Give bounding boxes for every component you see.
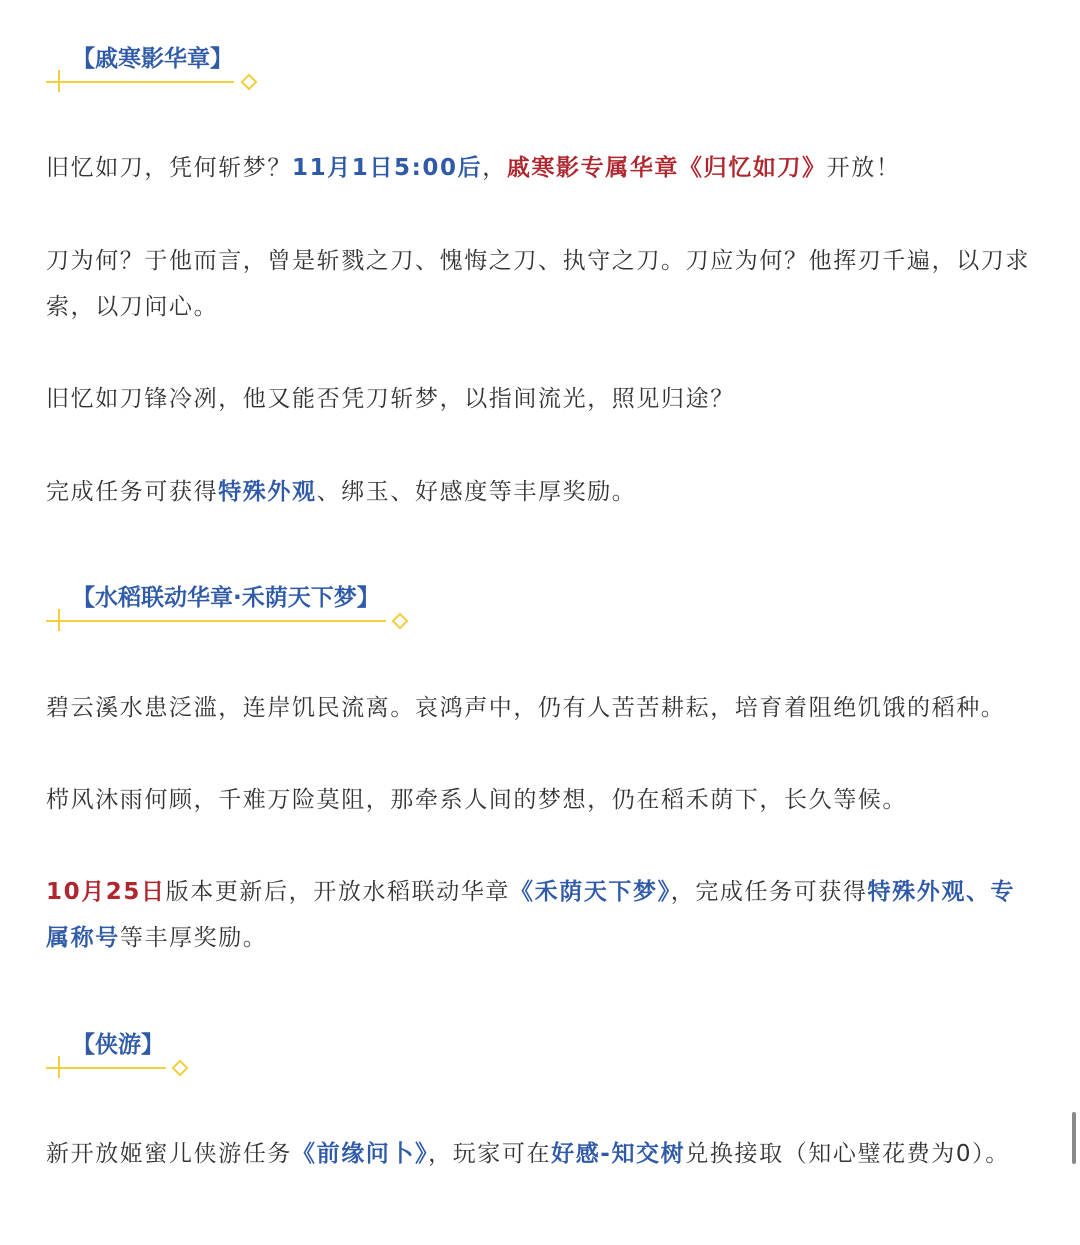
text-run: ，完成任务可获得 xyxy=(670,879,868,905)
date-highlight: 10月25日 xyxy=(46,879,166,905)
section-header-xiayou xyxy=(46,1030,196,1090)
paragraph-rice-reward xyxy=(46,869,1038,961)
reward-highlight: 特殊外观、专属称号 xyxy=(46,879,1016,951)
title-underline xyxy=(46,81,234,83)
diamond-ornament-icon xyxy=(172,1060,189,1077)
section-title: 【侠游】 xyxy=(72,1032,164,1058)
section-title: 【戚寒影华章】 xyxy=(72,46,233,72)
reward-highlight: 特殊外观 xyxy=(218,479,317,505)
title-tick xyxy=(58,609,60,631)
text-run: 新开放姬蜜儿侠游任务 xyxy=(46,1141,292,1167)
section-title: 【水稻联动华章·禾荫天下梦】 xyxy=(72,585,380,611)
text-run: 兑换接取（知心璧花费为0）。 xyxy=(685,1141,1010,1167)
text-run: ， xyxy=(482,155,507,181)
diamond-ornament-icon xyxy=(241,74,258,91)
text-run: ，玩家可在 xyxy=(428,1141,552,1167)
title-underline xyxy=(46,620,386,622)
section-header-qi-hanying xyxy=(46,44,266,104)
title-tick xyxy=(58,1056,60,1078)
paragraph-story-1: 刀为何？于他而言，曾是斩戮之刀、愧悔之刀、执守之刀。刀应为何？他挥刃千遍，以刀求索，以刀问心。 xyxy=(46,248,1030,320)
paragraph-xiayou xyxy=(46,1131,1038,1177)
chapter-highlight: 戚寒影专属华章《归忆如刀》 xyxy=(506,155,827,181)
quest-highlight: 《前缘问卜》 xyxy=(292,1141,429,1167)
section-header-rice-collab xyxy=(46,583,416,643)
location-highlight: 好感-知交树 xyxy=(551,1141,686,1167)
paragraph-story-2: 旧忆如刀锋冷冽，他又能否凭刀斩梦，以指间流光，照见归途？ xyxy=(46,386,735,412)
diamond-ornament-icon xyxy=(392,613,409,630)
paragraph-reward xyxy=(46,469,1038,515)
vertical-scrollbar[interactable] xyxy=(1072,1112,1076,1164)
date-highlight: 11月1日5:00后 xyxy=(292,155,483,181)
text-run: 完成任务可获得 xyxy=(46,479,219,505)
paragraph-intro xyxy=(46,145,1038,191)
title-underline xyxy=(46,1067,166,1069)
text-run: 、绑玉、好感度等丰厚奖励。 xyxy=(316,479,637,505)
paragraph-rice-story-1: 碧云溪水患泛滥，连岸饥民流离。哀鸿声中，仍有人苦苦耕耘，培育着阻绝饥饿的稻种。 xyxy=(46,695,1006,721)
text-run: 旧忆如刀，凭何斩梦？ xyxy=(46,155,292,181)
paragraph-rice-story-2: 栉风沐雨何顾，千难万险莫阻，那牵系人间的梦想，仍在稻禾荫下，长久等候。 xyxy=(46,787,907,813)
title-tick xyxy=(58,70,60,92)
text-run: 版本更新后，开放水稻联动华章 xyxy=(165,879,511,905)
text-run: 开放！ xyxy=(826,155,901,181)
text-run: 等丰厚奖励。 xyxy=(119,925,268,951)
quest-highlight: 《禾荫天下梦》 xyxy=(510,879,671,905)
